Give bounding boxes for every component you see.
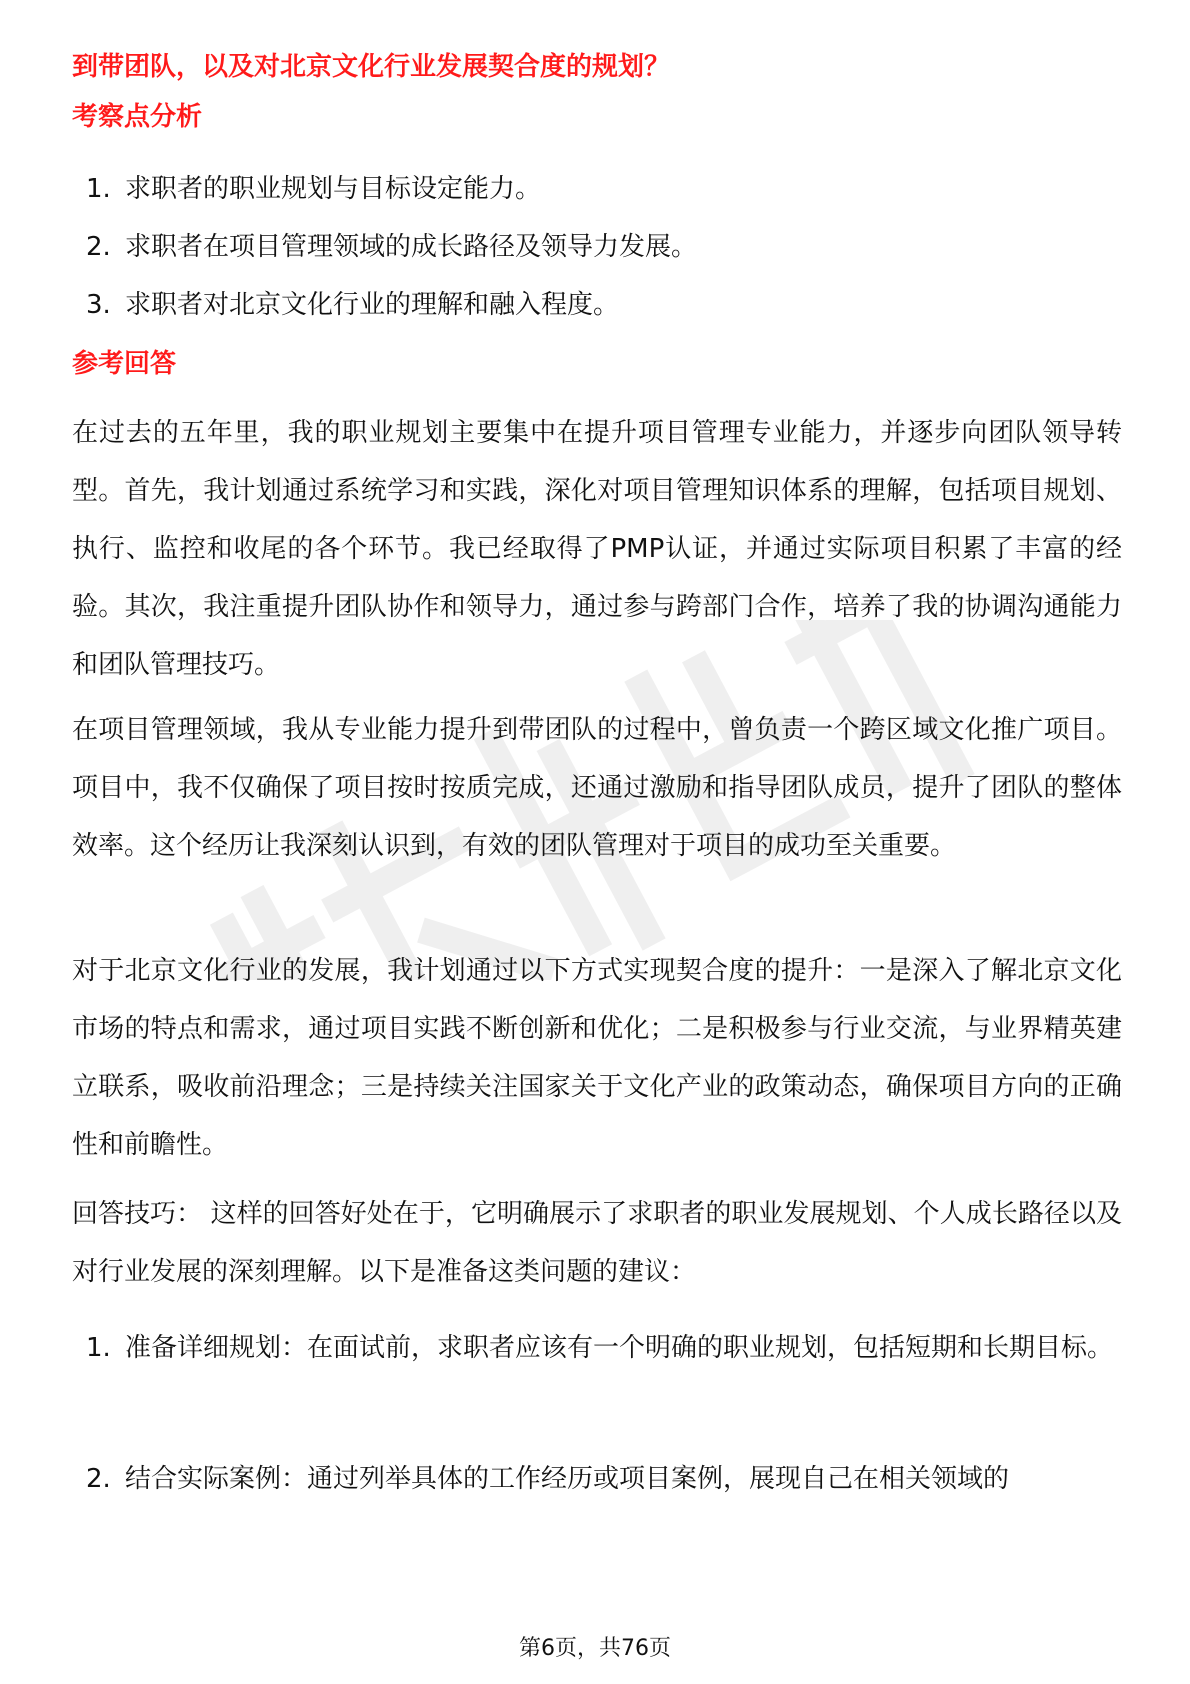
analysis-list — [72, 160, 1118, 334]
list-number: 1. — [86, 1333, 111, 1363]
answer-heading: 参考回答 — [72, 349, 177, 379]
list-number: 2. — [86, 232, 111, 262]
list-text: 结合实际案例：通过列举具体的工作经历或项目案例，展现自己在相关领域的 — [125, 1464, 1010, 1494]
question-title-tail: 到带团队，以及对北京文化行业发展契合度的规划？ — [72, 52, 671, 82]
list-number: 3. — [86, 290, 111, 320]
answer-tips-paragraph: 回答技巧： 这样的回答好处在于，它明确展示了求职者的职业发展规划、个人成长路径以及对行业发展的深刻理解。以下是准备这类问题的建议： — [72, 1199, 1122, 1287]
list-text: 求职者的职业规划与目标设定能力。 — [125, 174, 542, 204]
answer-paragraph: 在过去的五年里，我的职业规划主要集中在提升项目管理专业能力，并逐步向团队领导转型。首先，我计划通过系统学习和实践，深化对项目管理知识体系的理解，包括项目规划、执行、监控和收尾的各个环节。我已经取得了PMP认证，并通过实际项目积累了丰富的经验。其次，我注重提升团队协作和领导力，通过参与跨部门合作，培养了我的协调沟通能力和团队管理技巧。 — [72, 418, 1122, 680]
list-item — [72, 218, 1118, 276]
page-number: 第6页，共76页 — [519, 1636, 671, 1661]
answer-paragraph: 对于北京文化行业的发展，我计划通过以下方式实现契合度的提升：一是深入了解北京文化市场的特点和需求，通过项目实践不断创新和优化；二是积极参与行业交流，与业界精英建立联系，吸收前沿理念；三是持续关注国家关于文化产业的政策动态，确保项目方向的正确性和前瞻性。 — [72, 956, 1122, 1160]
list-item — [72, 160, 1118, 218]
list-number: 2. — [86, 1464, 111, 1494]
tips-list-continued — [72, 1450, 1118, 1508]
list-text: 求职者对北京文化行业的理解和融入程度。 — [125, 290, 620, 320]
list-item — [72, 276, 1118, 334]
answer-paragraph: 在项目管理领域，我从专业能力提升到带团队的过程中，曾负责一个跨区域文化推广项目。项目中，我不仅确保了项目按时按质完成，还通过激励和指导团队成员，提升了团队的整体效率。这个经历让我深刻认识到，有效的团队管理对于项目的成功至关重要。 — [72, 715, 1122, 861]
list-item — [72, 1450, 1118, 1508]
list-text: 求职者在项目管理领域的成长路径及领导力发展。 — [125, 232, 698, 262]
list-text: 准备详细规划：在面试前，求职者应该有一个明确的职业规划，包括短期和长期目标。 — [125, 1333, 1114, 1363]
list-item — [72, 1319, 1118, 1377]
analysis-heading: 考察点分析 — [72, 102, 203, 132]
tips-list — [72, 1319, 1118, 1377]
list-number: 1. — [86, 174, 111, 204]
